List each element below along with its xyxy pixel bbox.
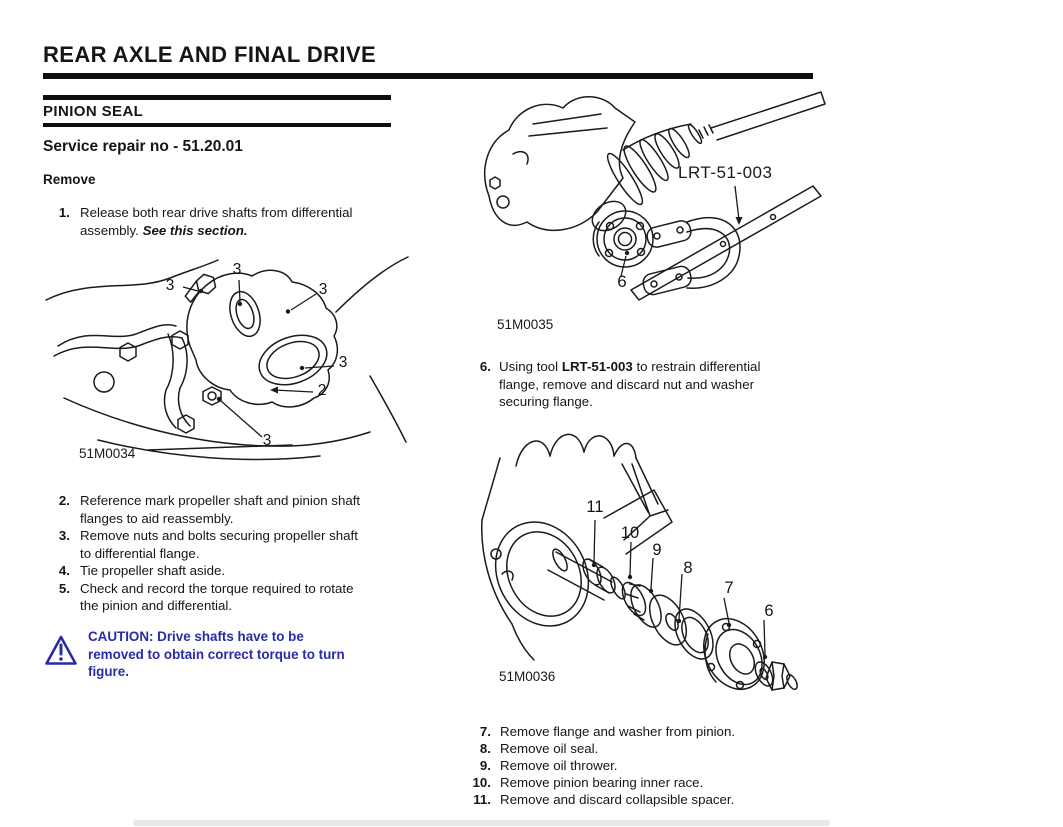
- step-number: 5.: [58, 580, 70, 596]
- callout-3: 3: [338, 354, 348, 371]
- step-3: [43, 527, 415, 562]
- steps-7-11: [461, 723, 871, 808]
- see-this-section-ref: See this section.: [142, 222, 248, 238]
- step-number: 2.: [58, 493, 70, 508]
- step-2: [43, 492, 415, 527]
- callout-6: 6: [764, 602, 774, 620]
- caution-line: removed to obtain correct torque to turn: [88, 646, 345, 662]
- tool-ref: LRT-51-003: [561, 359, 633, 374]
- figure-code: 51M0034: [79, 446, 136, 461]
- steps-2-5: [43, 492, 415, 615]
- figure-code: 51M0036: [499, 669, 556, 684]
- step-number: 4.: [58, 563, 70, 578]
- tool-label: LRT-51-003: [678, 163, 773, 182]
- step-number: 1.: [58, 205, 70, 220]
- step-text: Remove oil seal.: [500, 741, 599, 756]
- step-11: [461, 791, 871, 808]
- step-6: [477, 358, 817, 411]
- callout-7: 7: [724, 579, 734, 597]
- callout-8: 8: [683, 559, 693, 577]
- step-number: 3.: [58, 528, 70, 543]
- callout-10: 10: [620, 524, 640, 542]
- step-text: Tie propeller shaft aside.: [80, 563, 226, 578]
- step-text: Remove and discard collapsible spacer.: [500, 792, 735, 807]
- callout-11: 11: [586, 498, 604, 516]
- caution-note: [88, 628, 408, 681]
- step-7: [461, 723, 871, 740]
- step-8: [461, 740, 871, 757]
- step-number: 8.: [479, 741, 491, 756]
- step-number: 11.: [473, 792, 491, 807]
- differential-restraining-tool-drawing: [473, 84, 833, 322]
- step-number: 6.: [479, 359, 491, 374]
- step-text: Check and record the torque required to rotate the pinion and differential.: [80, 580, 354, 613]
- warning-icon: [44, 634, 78, 668]
- callout-3: 3: [232, 261, 242, 278]
- differential-flange-drawing: [40, 250, 460, 462]
- callout-3: 3: [318, 281, 328, 298]
- header-rule: [43, 73, 813, 79]
- step-text: Reference mark propeller shaft and pinion shaft flanges to aid reassembly.: [80, 493, 361, 526]
- subsection-heading: Remove: [43, 172, 96, 187]
- step-1: [43, 204, 403, 239]
- section-rule-top: [43, 95, 391, 100]
- callout-3: 3: [165, 277, 175, 294]
- section-rule-bottom: [43, 123, 391, 127]
- page-footer-bar: [133, 820, 830, 826]
- step-text: Remove pinion bearing inner race.: [500, 775, 704, 790]
- step-text: Remove nuts and bolts securing propeller shaft to differential flange.: [80, 528, 358, 561]
- caution-line: figure.: [88, 664, 129, 679]
- page-title: REAR AXLE AND FINAL DRIVE: [43, 42, 377, 67]
- callout-9: 9: [652, 541, 662, 559]
- step-10: [461, 774, 871, 791]
- step-text: Remove oil thrower.: [500, 758, 618, 773]
- section-heading: PINION SEAL: [43, 103, 144, 120]
- service-repair-no: Service repair no - 51.20.01: [43, 138, 243, 155]
- step-4: [43, 562, 415, 580]
- callout-3: 3: [262, 432, 272, 449]
- figure-51M0035: [473, 84, 833, 322]
- step-number: 9.: [479, 758, 491, 773]
- step-number: 10.: [472, 775, 491, 790]
- step-text: Release both rear drive shafts from differential assembly. See this section.: [80, 205, 353, 238]
- callout-2: 2: [317, 382, 327, 399]
- figure-51M0034: [40, 250, 460, 462]
- step-5: [43, 580, 415, 615]
- figure-code: 51M0035: [497, 317, 554, 332]
- caution-line: CAUTION: Drive shafts have to be: [88, 629, 304, 644]
- step-text: Remove flange and washer from pinion.: [500, 724, 736, 739]
- step-text: Using tool LRT-51-003 to restrain differential flange, remove and discard nut and washer securing flange.: [499, 359, 761, 409]
- step-9: [461, 757, 871, 774]
- step-number: 7.: [479, 724, 491, 739]
- callout-6: 6: [617, 272, 627, 291]
